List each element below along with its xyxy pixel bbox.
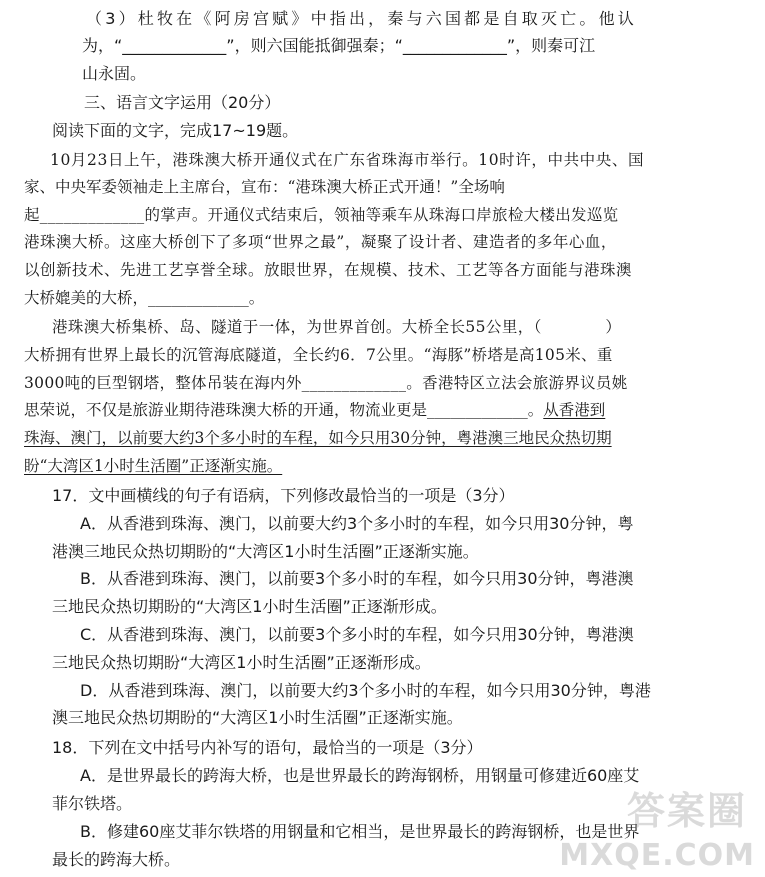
reading-instruction: 阅读下面的文字，完成17~19题。 (52, 121, 299, 140)
watermark-logo: 答案圈 (626, 789, 747, 833)
passage-p2-line-4 (24, 399, 605, 421)
underlined-sentence-start: 从香港到 (543, 401, 606, 419)
passage-p1-line-1: 10月23日上午，港珠澳大桥开通仪式在广东省珠海市举行。10时许，中共中央、国 (50, 151, 645, 169)
q18-option-a-line-1: A．是世界最长的跨海大桥，也是世界最长的跨海钢桥，用钢量可修建近60座艾 (80, 766, 640, 785)
q17-option-b-line-2: 三地民众热切期盼的“大湾区1小时生活圈”正逐渐形成。 (52, 597, 447, 616)
passage-p2-line-4-text: 思荣说，不仅是旅游业期待港珠澳大桥的开通，物流业更是_____________。 (24, 401, 544, 419)
q3-line-3: 山永固。 (82, 64, 147, 83)
q17-option-c-line-1: C．从香港到珠海、澳门，以前要3个多小时的车程，如今只用30分钟，粤港澳 (80, 625, 634, 644)
passage-p2-line-2: 大桥拥有世界上最长的沉管海底隧道，全长约6．7公里。“海豚”桥塔是高105米、重 (24, 346, 613, 364)
underlined-sentence-line-3: 盼“大湾区1小时生活圈”正逐渐实施。 (24, 457, 283, 475)
q3-line-2: 为，“_____________”，则六国能抵御强秦；“_____________”，则秦可江 (82, 36, 596, 55)
underlined-sentence-line-2: 珠海、澳门，以前要大约3个多小时的车程，如今只用30分钟，粤港澳三地民众热切期 (24, 429, 612, 447)
passage-p1-line-4: 港珠澳大桥。这座大桥创下了多项“世界之最”，凝聚了设计者、建造者的多年心血， (24, 233, 617, 251)
q3-line-1: （3）杜牧在《阿房宫赋》中指出，秦与六国都是自取灭亡。他认 (86, 9, 637, 28)
q17-option-a-line-2: 港澳三地民众热切期盼的“大湾区1小时生活圈”正逐渐实施。 (52, 542, 479, 561)
q17-option-d-line-2: 澳三地民众热切期盼的“大湾区1小时生活圈”正逐渐实施。 (52, 708, 463, 727)
passage-p2-line-3: 3000吨的巨型钢塔，整体吊装在海内外_____________。香港特区立法会旅游界议员姚 (24, 374, 628, 392)
q17-option-b-line-1: B．从香港到珠海、澳门，以前要3个多小时的车程，如今只用30分钟，粤港澳 (80, 569, 634, 588)
section-heading: 三、语言文字运用（20分） (84, 93, 281, 112)
q17-option-d-line-1: D．从香港到珠海、澳门，以前要大约3个多小时的车程，如今只用30分钟，粤港 (80, 681, 651, 700)
passage-p1-line-6: 大桥媲美的大桥，_____________。 (24, 289, 265, 307)
question-18: 18．下列在文中括号内补写的语句，最恰当的一项是（3分） (52, 738, 483, 757)
passage-p1-line-2: 家、中央军委领袖走上主席台，宣布：“港珠澳大桥正式开通！”全场响 (24, 178, 505, 196)
q18-option-b-line-1: B．修建60座艾菲尔铁塔的用钢量和它相当，是世界最长的跨海钢桥，也是世界 (80, 822, 640, 841)
question-17: 17．文中画横线的句子有语病，下列修改最恰当的一项是（3分） (52, 486, 515, 505)
q17-option-a-line-1: A．从香港到珠海、澳门，以前要大约3个多小时的车程，如今只用30分钟，粤 (80, 514, 634, 533)
q18-option-a-line-2: 菲尔铁塔。 (52, 794, 133, 813)
watermark-site: MXQE.COM (559, 838, 755, 873)
passage-p2-line-1: 港珠澳大桥集桥、岛、隧道于一体，为世界首创。大桥全长55公里，（ ） (52, 318, 622, 336)
q18-option-b-line-2: 最长的跨海大桥。 (52, 850, 181, 869)
passage-p1-line-3: 起_____________的掌声。开通仪式结束后，领袖等乘车从珠海口岸旅检大楼出发巡览 (24, 206, 619, 224)
q17-option-c-line-2: 三地民众热切期盼“大湾区1小时生活圈”正逐渐形成。 (52, 653, 431, 672)
passage-p1-line-5: 以创新技术、先进工艺享誉全球。放眼世界，在规模、技术、工艺等各方面能与港珠澳 (24, 261, 633, 279)
